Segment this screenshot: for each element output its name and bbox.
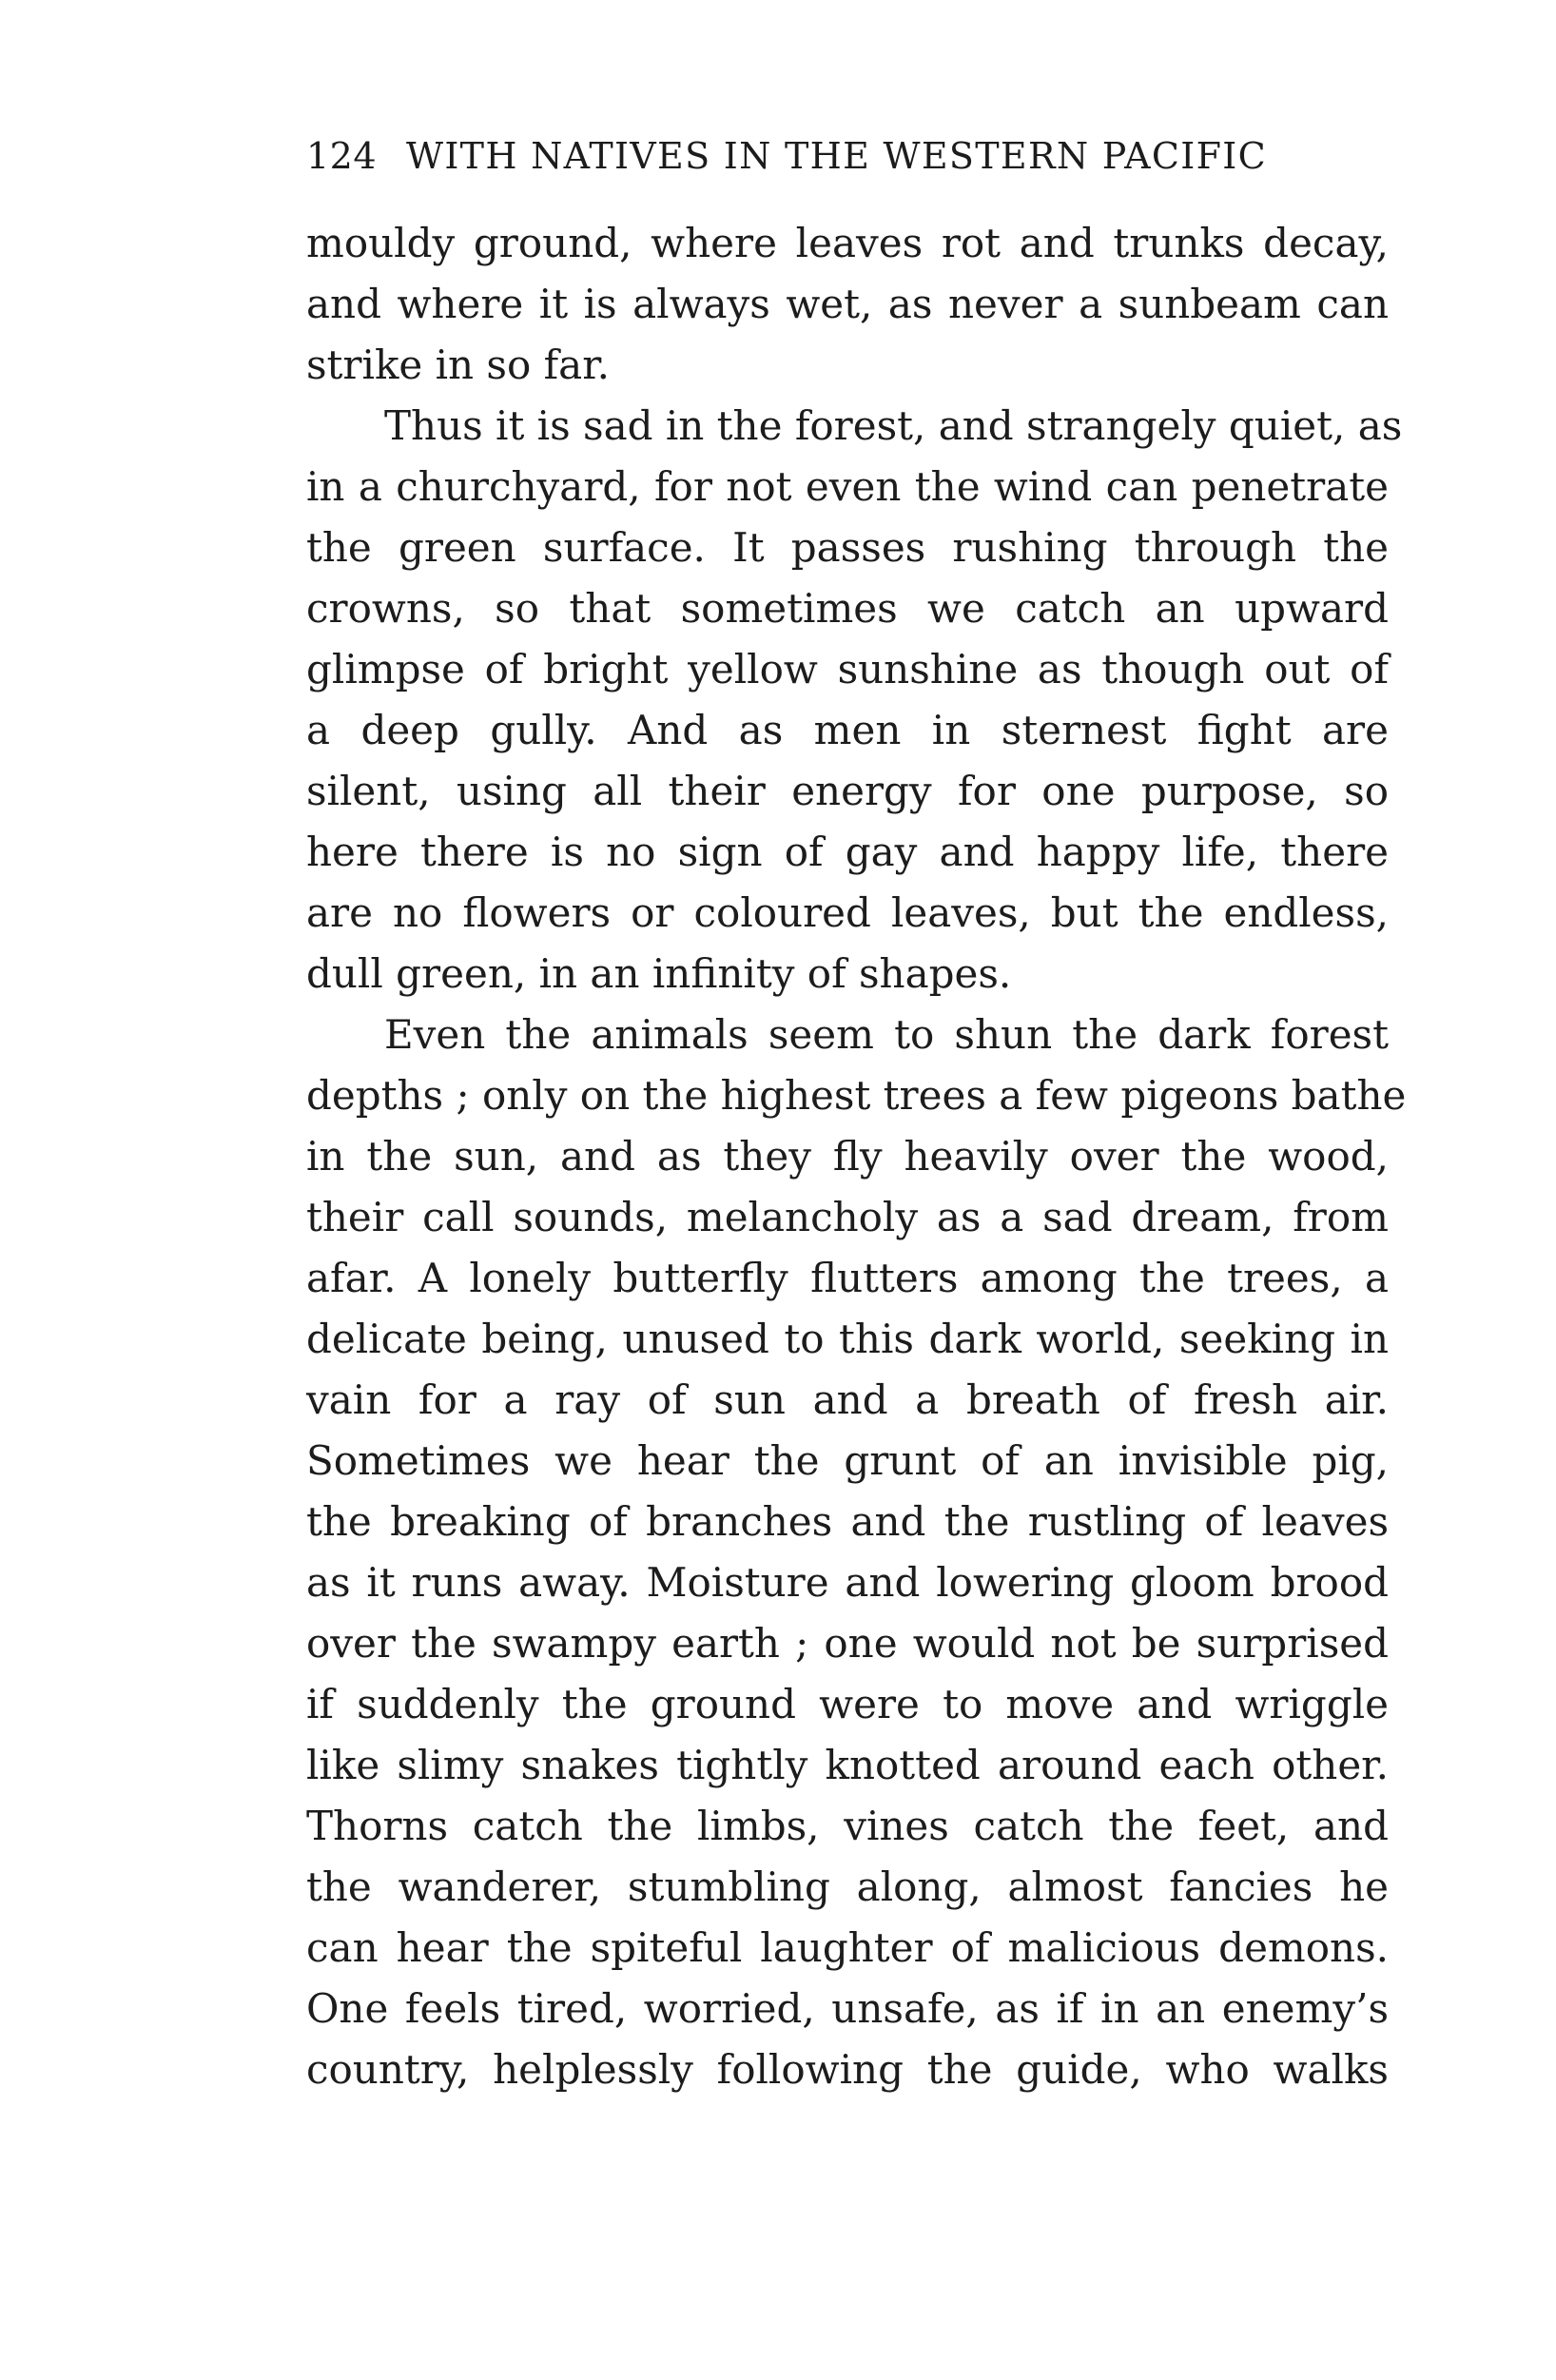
- text-line: One feels tired, worried, unsafe, as if in an enemy’s: [306, 1985, 1389, 2032]
- text-line: vain for a ray of sun and a breath of fresh air.: [306, 1376, 1389, 1423]
- text-line: silent, using all their energy for one purpose, so: [306, 768, 1389, 814]
- text-line: the breaking of branches and the rustling of leaves: [306, 1498, 1389, 1545]
- text-line: here there is no sign of gay and happy life, there: [306, 829, 1389, 875]
- text-line: Thorns catch the limbs, vines catch the feet, and: [306, 1803, 1389, 1849]
- text-line: as it runs away. Moisture and lowering gloom brood: [306, 1559, 1389, 1606]
- running-head: [306, 135, 1389, 188]
- text-line: can hear the spiteful laughter of malicious demons.: [306, 1924, 1389, 1971]
- text-line: in the sun, and as they fly heavily over the wood,: [306, 1133, 1389, 1180]
- text-line: Even the animals seem to shun the dark forest: [384, 1011, 1389, 1058]
- text-line: glimpse of bright yellow sunshine as though out of: [306, 646, 1389, 693]
- text-line: Thus it is sad in the forest, and strangely quiet, as: [384, 402, 1403, 449]
- text-line: are no flowers or coloured leaves, but the endless,: [306, 889, 1389, 936]
- text-line: Sometimes we hear the grunt of an invisible pig,: [306, 1437, 1389, 1484]
- text-line: over the swampy earth ; one would not be surprised: [306, 1620, 1389, 1667]
- text-line: depths ; only on the highest trees a few pigeons bathe: [306, 1072, 1407, 1119]
- text-line: strike in so far.: [306, 341, 611, 388]
- text-line: afar. A lonely butterfly flutters among the trees, a: [306, 1255, 1389, 1301]
- text-line: crowns, so that sometimes we catch an upward: [306, 585, 1389, 632]
- text-line: delicate being, unused to this dark world, seeking in: [306, 1316, 1389, 1362]
- page-number: 124: [306, 135, 378, 177]
- text-line: in a churchyard, for not even the wind can penetrate: [306, 463, 1389, 510]
- text-line: their call sounds, melancholy as a sad dream, from: [306, 1194, 1389, 1240]
- body-text: [306, 213, 1407, 2100]
- text-line: like slimy snakes tightly knotted around each other.: [306, 1742, 1389, 1788]
- text-line: the wanderer, stumbling along, almost fancies he: [306, 1863, 1389, 1910]
- text-line: and where it is always wet, as never a sunbeam can: [306, 281, 1389, 327]
- text-line: country, helplessly following the guide, who walks: [306, 2046, 1389, 2093]
- running-title: WITH NATIVES IN THE WESTERN PACIFIC: [406, 135, 1267, 177]
- text-line: a deep gully. And as men in sternest fight are: [306, 707, 1389, 753]
- text-line: if suddenly the ground were to move and wriggle: [306, 1681, 1389, 1727]
- text-line: the green surface. It passes rushing through the: [306, 524, 1389, 571]
- text-line: dull green, in an infinity of shapes.: [306, 950, 1012, 997]
- text-line: mouldy ground, where leaves rot and trunks decay,: [306, 220, 1389, 266]
